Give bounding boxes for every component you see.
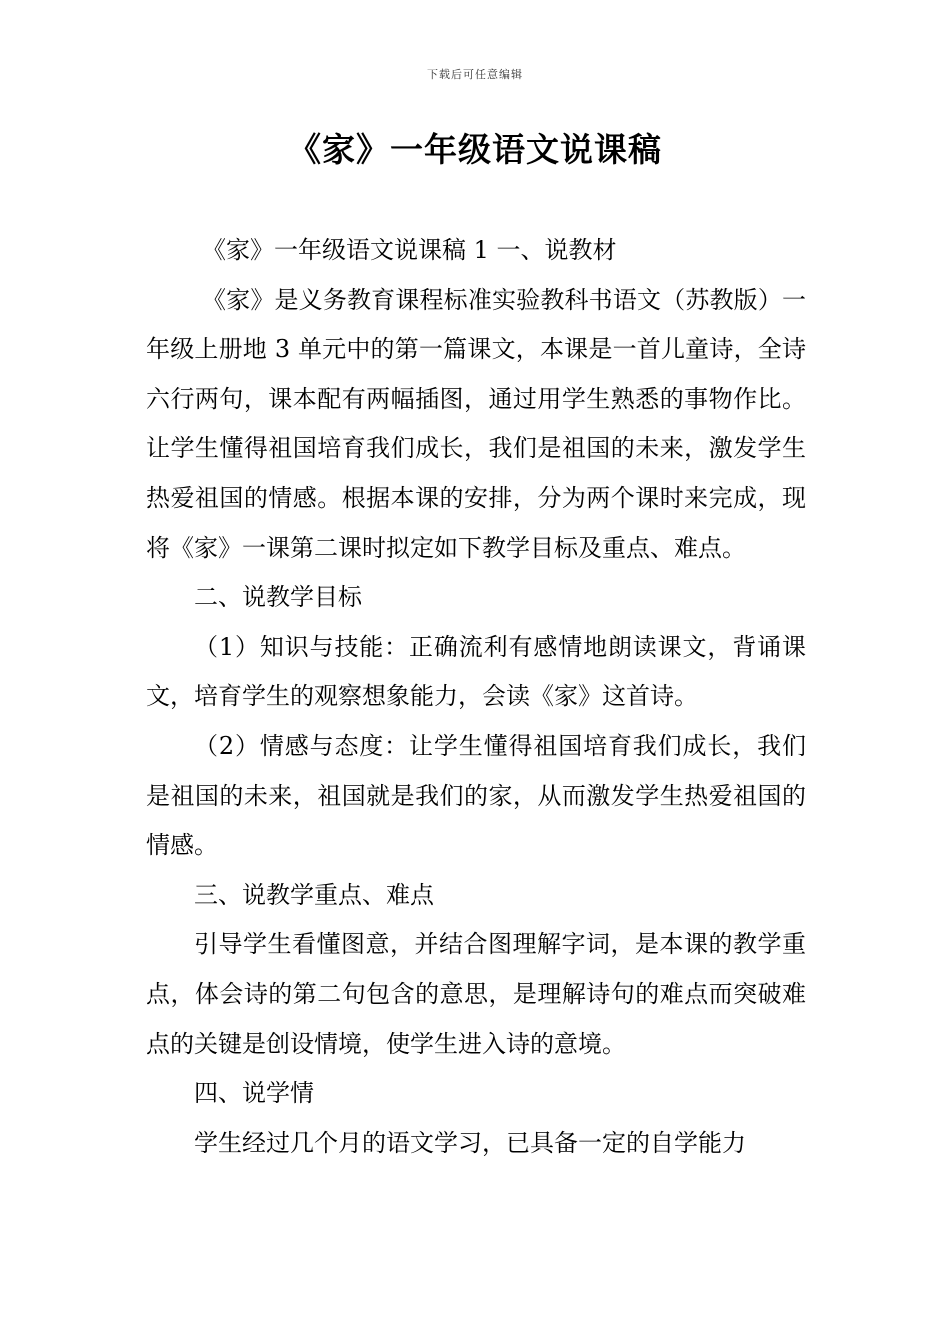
section-heading-objectives: 二、说教学目标: [194, 583, 362, 612]
paragraph-objective-knowledge: （1）知识与技能：正确流利有感情地朗读课文，背诵课文，培育学生的观察想象能力，会读《家》这首诗。: [146, 632, 806, 711]
document-title: 《家》一年级语文说课稿: [288, 130, 662, 169]
header-note: 下载后可任意编辑: [427, 68, 523, 81]
section-heading-key-points: 三、说教学重点、难点: [194, 880, 434, 909]
paragraph-key-points: 引导学生看懂图意，并结合图理解字词，是本课的教学重点，体会诗的第二句包含的意思，是理解诗句的难点而突破难点的关键是创设情境，使学生进入诗的意境。: [146, 930, 806, 1058]
section-heading-learners: 四、说学情: [194, 1079, 314, 1108]
paragraph-intro-heading: 《家》一年级语文说课稿 1 一、说教材: [202, 236, 617, 264]
document-body: [146, 226, 806, 1168]
paragraph-learners: 学生经过几个月的语文学习，已具备一定的自学能力: [194, 1128, 746, 1157]
paragraph-textbook: 《家》是义务教育课程标准实验教科书语文（苏教版）一年级上册地 3 单元中的第一篇课文，本课是一首儿童诗，全诗六行两句，课本配有两幅插图，通过用学生熟悉的事物作比。让学生懂得祖国培育我们成长，我们是祖国的未来，激发学生热爱祖国的情感。根据本课的安排，分为两个课时来完成，现将《家》一课第二课时拟定如下教学目标及重点、难点。: [146, 285, 806, 562]
paragraph-objective-emotion: （2）情感与态度：让学生懂得祖国培育我们成长，我们是祖国的未来，祖国就是我们的家，从而激发学生热爱祖国的情感。: [146, 731, 806, 860]
